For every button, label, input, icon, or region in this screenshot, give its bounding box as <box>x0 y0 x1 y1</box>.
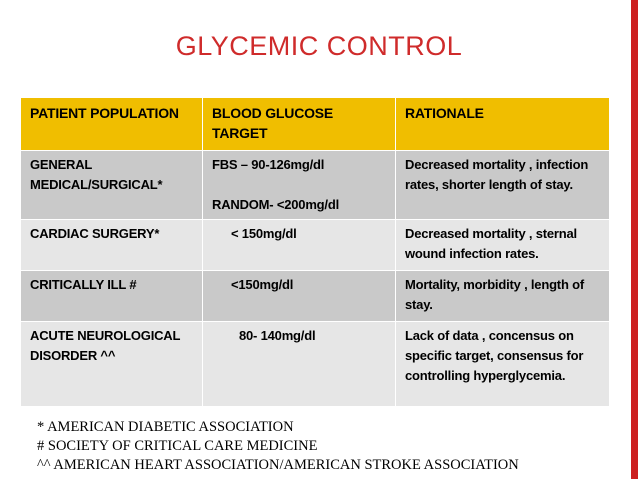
footnote: * AMERICAN DIABETIC ASSOCIATION <box>37 419 294 435</box>
table-row <box>21 220 610 271</box>
glycemic-control-table <box>20 97 610 407</box>
footnotes <box>37 418 519 475</box>
table-row <box>21 271 610 322</box>
footnote: # SOCIETY OF CRITICAL CARE MEDICINE <box>37 438 318 454</box>
rationale-cell: Mortality, morbidity , length of stay. <box>396 271 610 322</box>
rationale-cell: Decreased mortality , infection rates, shorter length of stay. <box>396 151 610 220</box>
target-cell <box>203 151 396 220</box>
header-patient-population: PATIENT POPULATION <box>21 98 203 151</box>
rationale-cell: Lack of data , concensus on specific target, consensus for controlling hyperglycemia. <box>396 322 610 407</box>
table-row <box>21 322 610 407</box>
header-blood-glucose-target: BLOOD GLUCOSE TARGET <box>203 98 396 151</box>
population-cell: GENERAL MEDICAL/SURGICAL* <box>21 151 203 220</box>
population-cell: CARDIAC SURGERY* <box>21 220 203 271</box>
population-cell: CRITICALLY ILL # <box>21 271 203 322</box>
target-cell: 80- 140mg/dl <box>203 322 396 407</box>
table-header-row <box>21 98 610 151</box>
target-cell: <150mg/dl <box>203 271 396 322</box>
target-cell: < 150mg/dl <box>203 220 396 271</box>
slide-title: GLYCEMIC CONTROL <box>175 31 463 61</box>
accent-bar <box>631 0 638 479</box>
table-row <box>21 151 610 220</box>
rationale-cell: Decreased mortality , sternal wound infection rates. <box>396 220 610 271</box>
population-cell: ACUTE NEUROLOGICAL DISORDER ^^ <box>21 322 203 407</box>
header-rationale: RATIONALE <box>396 98 610 151</box>
target-line: FBS – 90-126mg/dl <box>212 157 325 172</box>
target-line: RANDOM- <200mg/dl <box>212 197 339 212</box>
footnote: ^^ AMERICAN HEART ASSOCIATION/AMERICAN STROKE ASSOCIATION <box>37 457 519 473</box>
